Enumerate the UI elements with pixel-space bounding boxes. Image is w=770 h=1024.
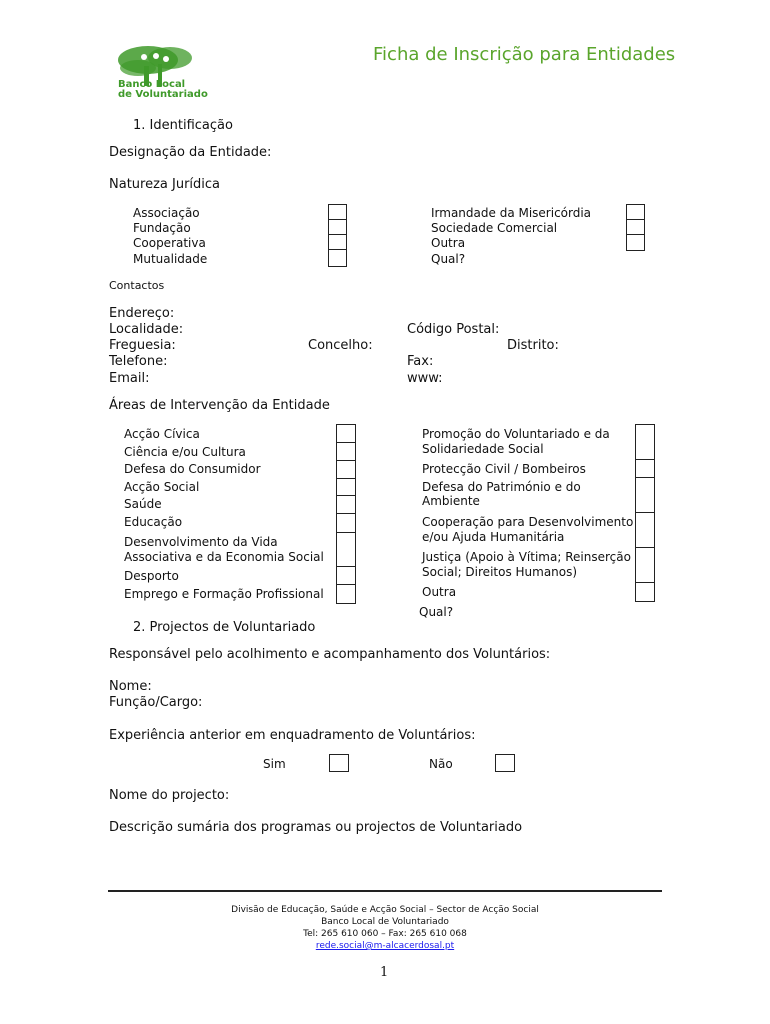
checkbox-proteccao-civil[interactable] <box>635 459 655 478</box>
checkbox-nao[interactable] <box>495 754 515 772</box>
area-saude: Saúde <box>124 497 162 511</box>
natureza-irmandade: Irmandade da Misericórdia <box>431 206 592 220</box>
area-proteccao-civil: Protecção Civil / Bombeiros <box>422 462 586 476</box>
localidade-label: Localidade: <box>109 322 184 337</box>
area-promocao-2: Solidariedade Social <box>422 442 544 456</box>
responsavel-label: Responsável pelo acolhimento e acompanhamento dos Voluntários: <box>109 647 551 662</box>
checkbox-accao-civica[interactable] <box>336 424 356 443</box>
natureza-sociedade: Sociedade Comercial <box>431 221 558 235</box>
logo-line2: de Voluntariado <box>118 89 208 100</box>
codigo-postal-label: Código Postal: <box>407 322 500 337</box>
banco-local-logo <box>108 42 226 106</box>
footer-line1: Divisão de Educação, Saúde e Acção Social – Sector de Acção Social <box>231 905 539 915</box>
natureza-outra: Outra <box>431 236 466 250</box>
areas-heading: Áreas de Intervenção da Entidade <box>109 398 330 413</box>
natureza-label: Natureza Jurídica <box>109 177 221 192</box>
area-promocao-1: Promoção do Voluntariado e da <box>422 427 610 441</box>
area-justica-1: Justiça (Apoio à Vítima; Reinserção <box>422 550 631 564</box>
checkbox-emprego-formacao[interactable] <box>336 584 356 604</box>
checkbox-associacao[interactable] <box>328 204 347 220</box>
checkbox-promocao[interactable] <box>635 424 655 460</box>
page-number: 1 <box>380 965 389 980</box>
checkbox-sim[interactable] <box>329 754 349 772</box>
checkbox-fundacao[interactable] <box>328 219 347 235</box>
email-label: Email: <box>109 371 150 386</box>
area-cooperacao-2: e/ou Ajuda Humanitária <box>422 530 565 544</box>
nome-label: Nome: <box>109 679 152 694</box>
descricao-label: Descrição sumária dos programas ou projectos de Voluntariado <box>109 820 523 835</box>
footer-email-link[interactable]: rede.social@m-alcacerdosal.pt <box>315 941 455 951</box>
telefone-label: Telefone: <box>109 354 168 369</box>
area-ciencia-cultura: Ciência e/ou Cultura <box>124 445 246 459</box>
contactos-label: Contactos <box>109 279 165 292</box>
checkbox-educacao[interactable] <box>336 513 356 533</box>
area-defesa-consumidor: Defesa do Consumidor <box>124 462 261 476</box>
page-title: Ficha de Inscrição para Entidades <box>373 44 676 65</box>
area-patrimonio-1: Defesa do Património e do <box>422 480 581 494</box>
natureza-qual: Qual? <box>431 252 466 266</box>
section1-heading: 1. Identificação <box>133 118 233 133</box>
designacao-label: Designação da Entidade: <box>109 145 272 160</box>
area-accao-social: Acção Social <box>124 480 200 494</box>
area-cooperacao-1: Cooperação para Desenvolvimento <box>422 515 634 529</box>
section2-heading: 2. Projectos de Voluntariado <box>133 620 316 635</box>
area-patrimonio-2: Ambiente <box>422 494 480 508</box>
checkbox-ciencia-cultura[interactable] <box>336 442 356 461</box>
endereco-label: Endereço: <box>109 306 175 321</box>
natureza-mutualidade: Mutualidade <box>133 252 208 266</box>
checkbox-sociedade[interactable] <box>626 219 645 235</box>
area-desenvolvimento-1: Desenvolvimento da Vida <box>124 535 278 549</box>
checkbox-justica[interactable] <box>635 547 655 583</box>
area-desporto: Desporto <box>124 569 179 583</box>
checkbox-irmandade[interactable] <box>626 204 645 220</box>
www-label: www: <box>407 371 443 386</box>
logo-line1: Banco Local <box>118 79 186 90</box>
checkbox-defesa-consumidor[interactable] <box>336 460 356 479</box>
nome-projecto-label: Nome do projecto: <box>109 788 230 803</box>
checkbox-accao-social[interactable] <box>336 478 356 496</box>
area-emprego-formacao: Emprego e Formação Profissional <box>124 587 324 601</box>
distrito-label: Distrito: <box>507 338 559 353</box>
natureza-cooperativa: Cooperativa <box>133 236 206 250</box>
nao-label: Não <box>429 757 453 771</box>
footer-divider <box>108 890 662 892</box>
checkbox-saude[interactable] <box>336 495 356 514</box>
area-justica-2: Social; Direitos Humanos) <box>422 565 578 579</box>
natureza-associacao: Associação <box>133 206 200 220</box>
area-outra: Outra <box>422 585 457 599</box>
funcao-label: Função/Cargo: <box>109 695 203 710</box>
area-qual: Qual? <box>419 605 454 619</box>
checkbox-mutualidade[interactable] <box>328 249 347 267</box>
natureza-fundacao: Fundação <box>133 221 191 235</box>
sim-label: Sim <box>263 757 286 771</box>
checkbox-patrimonio[interactable] <box>635 477 655 513</box>
checkbox-desenvolvimento[interactable] <box>336 532 356 567</box>
checkbox-outra-area[interactable] <box>635 582 655 602</box>
experiencia-label: Experiência anterior em enquadramento de Voluntários: <box>109 728 476 743</box>
checkbox-cooperativa[interactable] <box>328 234 347 250</box>
footer-line2: Banco Local de Voluntariado <box>321 917 449 927</box>
footer-line3: Tel: 265 610 060 – Fax: 265 610 068 <box>303 929 467 939</box>
checkbox-outra[interactable] <box>626 234 645 251</box>
checkbox-cooperacao[interactable] <box>635 512 655 548</box>
freguesia-label: Freguesia: <box>109 338 176 353</box>
area-accao-civica: Acção Cívica <box>124 427 200 441</box>
concelho-label: Concelho: <box>308 338 373 353</box>
area-desenvolvimento-2: Associativa e da Economia Social <box>124 550 324 564</box>
checkbox-desporto[interactable] <box>336 566 356 585</box>
fax-label: Fax: <box>407 354 434 369</box>
area-educacao: Educação <box>124 515 183 529</box>
